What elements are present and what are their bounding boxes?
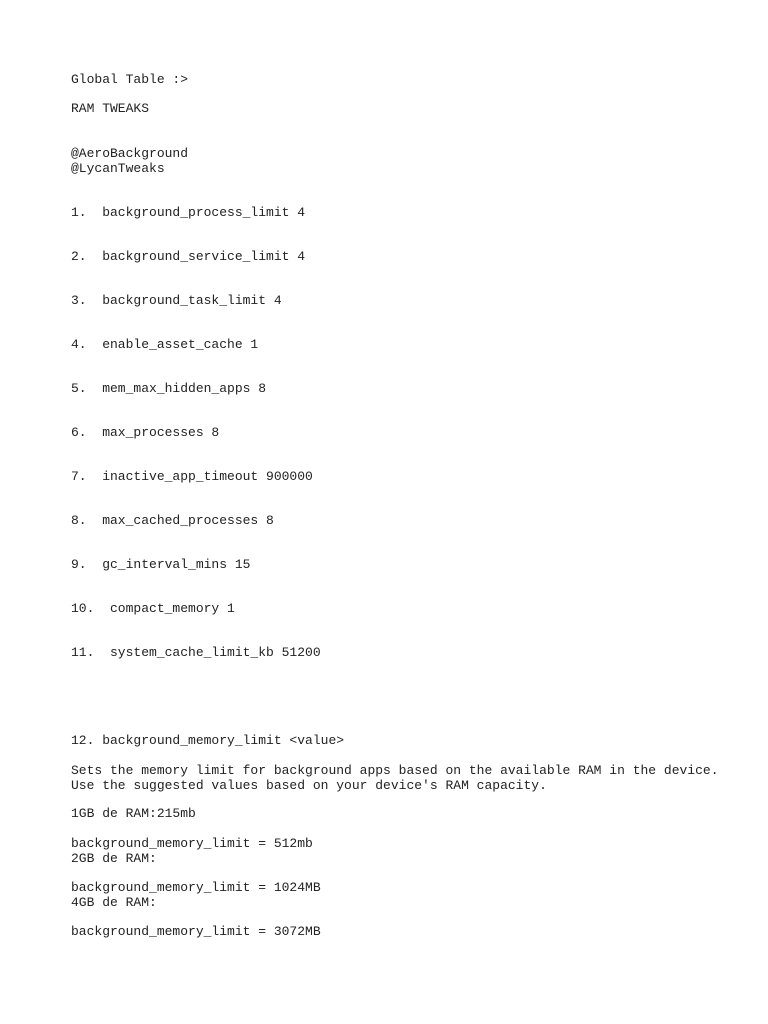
tweak-item: 2. background_service_limit 4 (71, 249, 306, 264)
tweak-item: 8. max_cached_processes 8 (71, 513, 274, 528)
section-title: RAM TWEAKS (71, 101, 150, 116)
tweak-item: 10. compact_memory 1 (71, 601, 235, 616)
tweak-item: 4. enable_asset_cache 1 (71, 337, 259, 352)
credit-line: @LycanTweaks (71, 161, 165, 176)
memory-description: Sets the memory limit for background apps based on the available RAM in the device. (71, 763, 719, 778)
memory-description: Use the suggested values based on your device's RAM capacity. (71, 778, 547, 793)
tweak-item: 5. mem_max_hidden_apps 8 (71, 381, 267, 396)
credit-line: @AeroBackground (71, 146, 189, 161)
tweak-item: 11. system_cache_limit_kb 51200 (71, 645, 321, 660)
tweak-item: 3. background_task_limit 4 (71, 293, 282, 308)
memory-heading: 12. background_memory_limit <value> (71, 733, 345, 748)
tweak-item: 7. inactive_app_timeout 900000 (71, 469, 313, 484)
ram-label: 1GB de RAM:215mb (71, 806, 196, 821)
memory-value: background_memory_limit = 1024MB (71, 880, 321, 895)
tweak-item: 1. background_process_limit 4 (71, 205, 306, 220)
tweak-item: 6. max_processes 8 (71, 425, 220, 440)
page-title: Global Table :> (71, 72, 189, 87)
ram-label: 2GB de RAM: (71, 851, 157, 866)
tweak-item: 9. gc_interval_mins 15 (71, 557, 251, 572)
memory-value: background_memory_limit = 3072MB (71, 924, 321, 939)
ram-label: 4GB de RAM: (71, 895, 157, 910)
memory-value: background_memory_limit = 512mb (71, 836, 313, 851)
